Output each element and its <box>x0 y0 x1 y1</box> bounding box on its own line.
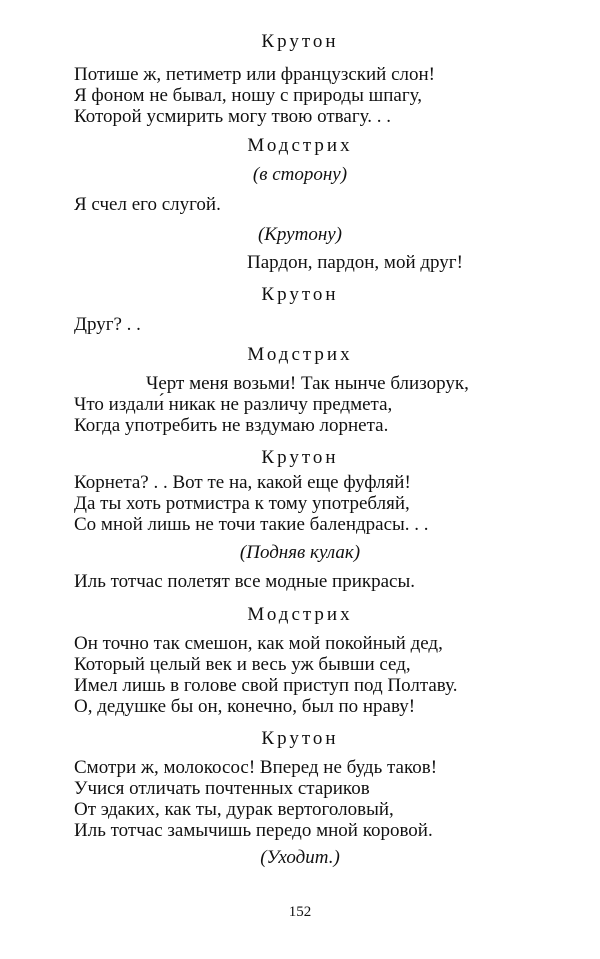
stage-direction: (Уходит.) <box>260 847 340 868</box>
stage-direction: (Крутону) <box>257 224 343 245</box>
verse-block <box>74 64 574 127</box>
verse-line: О, дедушке бы он, конечно, был по нраву! <box>74 696 416 717</box>
verse-line: Я счел его слугой. <box>74 194 221 215</box>
verse-block <box>74 633 574 717</box>
verse-line: Да ты хоть ротмистра к тому употребляй, <box>74 493 410 514</box>
verse-line: Которой усмирить могу твою отвагу. . . <box>74 106 391 127</box>
verse-line: Черт меня возьми! Так нынче близорук, <box>146 373 469 394</box>
verse-block <box>74 194 574 215</box>
verse-line: Пардон, пардон, мой друг! <box>247 252 463 273</box>
speaker-name: Крутон <box>261 284 339 305</box>
verse-line: Имел лишь в голове свой приступ под Полтаву. <box>74 675 458 696</box>
verse-block <box>74 373 574 436</box>
verse-line: Потише ж, петиметр или французский слон! <box>74 64 436 85</box>
speaker-name: Модстрих <box>247 135 353 156</box>
verse-line: Смотри ж, молокосос! Вперед не будь таков! <box>74 757 438 778</box>
speaker-name: Модстрих <box>247 344 353 365</box>
verse-line: Я фоном не бывал, ношу с природы шпагу, <box>74 85 422 106</box>
verse-block <box>74 757 574 841</box>
page-number: 152 <box>288 904 312 920</box>
speaker-name: Крутон <box>261 447 339 468</box>
verse-line: Что издали́ никак не различу предмета, <box>74 394 393 415</box>
stage-direction: (Подняв кулак) <box>239 542 361 563</box>
speaker-name: Крутон <box>261 728 339 749</box>
verse-line: Со мной лишь не точи такие балендрасы. . . <box>74 514 429 535</box>
verse-line: Когда употребить не вздумаю лорнета. <box>74 415 389 436</box>
verse-line: Друг? . . <box>74 314 141 335</box>
verse-line: Иль тотчас замычишь передо мной коровой. <box>74 820 433 841</box>
verse-line: Он точно так смешон, как мой покойный дед, <box>74 633 443 654</box>
verse-block <box>74 314 574 335</box>
verse-line: Который целый век и весь уж бывши сед, <box>74 654 411 675</box>
verse-line: От эдаких, как ты, дурак вертоголовый, <box>74 799 394 820</box>
verse-line: Корнета? . . Вот те на, какой еще фуфляй! <box>74 472 411 493</box>
speaker-name: Модстрих <box>247 604 353 625</box>
stage-direction: (в сторону) <box>252 164 348 185</box>
verse-block <box>74 571 574 592</box>
verse-line: Учися отличать почтенных стариков <box>74 778 370 799</box>
verse-block <box>247 252 577 273</box>
verse-line: Иль тотчас полетят все модные прикрасы. <box>74 571 415 592</box>
verse-block <box>74 472 574 535</box>
speaker-name: Крутон <box>261 31 339 52</box>
